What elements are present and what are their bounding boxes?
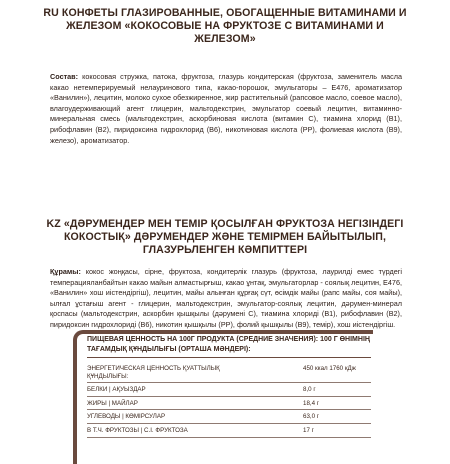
side-small-print [422, 396, 444, 448]
nutrition-row-name: ЭНЕРГЕТИЧЕСКАЯ ЦЕННОСТЬ ҚУАТТЫЛЫҚ ҚҰНДЫЛЫҒЫ: [87, 365, 220, 380]
nutrition-row-value: 18,4 г [303, 399, 320, 407]
ru-composition [50, 72, 402, 146]
kz-composition-label: Құрамы: [50, 267, 81, 276]
nutrition-header: ПИЩЕВАЯ ЦЕННОСТЬ НА 100Г ПРОДУКТА (СРЕДНИЕ ЗНАЧЕНИЯ): 100 Г ӨНІМНІҢ ТАҒАМДЫҚ ҚҰНДЫЛЫҒЫ (ОРТАША МӘНДЕРІ): [87, 336, 370, 353]
nutrition-table [87, 362, 371, 438]
ru-composition-label: Состав: [50, 72, 79, 81]
nutrition-row-name: УГЛЕВОДЫ | КӨМІРСУЛАР [87, 413, 166, 421]
nutrition-row-name: В Т.Ч. ФРУКТОЗЫ | С.І. ФРУКТОЗА [87, 426, 188, 434]
nutrition-row-name: ЖИРЫ | МАЙЛАР [87, 399, 138, 407]
nutrition-row-energy [87, 362, 371, 383]
kz-product-title: KZ «ДӘРУМЕНДЕР МЕН ТЕМІР ҚОСЫЛҒАН ФРУКТОЗА НЕГІЗІНДЕГІ КОКОСТЫҚ» ДӘРУМЕНДЕР ЖӘНЕ ТЕМІРМЕН БАЙЫТЫЛЫП, ГЛАЗУРЬЛЕНГЕН КӘМПИТТЕРІ [46, 218, 404, 256]
nutrition-row-carbs [87, 410, 371, 424]
nutrition-row-protein [87, 383, 371, 397]
ru-composition-text: кокосовая стружка, патока, фруктоза, глазурь кондитерская (фруктоза, заменитель масла какао нетемперируемый нелауринового типа, какао-порошок, эмульгаторы – E476, ароматизатор «Ванилин»), лецитин, молоко сухое обезжиренное, жир растительный (рапсовое масло, соевое масло), влагоудерживающий агент глицерин, мальтодекстрин, эмульгатор соевый лецитин, витаминно-минеральная смесь (мальтодекстрин, аскорбиновая кислота (витамин С), тиамина хлорид (В1), рибофлавин (В2), пиридоксина гидрохлорид (В6), никотиновая кислота (РР), фолиевая кислота (В9), железо), ароматизатор. [50, 72, 402, 145]
nutrition-row-fructose [87, 424, 371, 438]
nutrition-row-value: 17 г [303, 426, 314, 434]
nutrition-row-value: 450 ккал 1760 кДж [303, 365, 356, 372]
nutrition-header-divider [87, 357, 371, 358]
nutrition-row-value: 8,0 г [303, 386, 316, 394]
kz-composition-text: кокос жоңқасы, сірне, фруктоза, кондитерлік глазурь (фруктоза, лаурилді емес түрдегі темперацияланбайтын какао майын алмастырғыш, какао ұнтақ, эмульгаторлар - соялық лецитин, Е476, «Ванилин» хош иістендіргіш), лецитин, майы алынған құрғақ сүт, өсімдік майы (рапс майы, соя майы), ылғал ұстағыш агент - глицерин, мальтодекстрин, эмульгатор-соялық лецитин, дәрумен-минерал қоспасы (мальтодекстрин, аскорбин қышқылы (дәрумені С), тиамина хлориді (В1), рибофлавин (В2), пиридоксин гидрохлориді (В6), никотин қышқылы (РР), фолий қышқылы (В9), темір), хош иістендіргіш. [50, 267, 402, 329]
ru-product-title: RU КОНФЕТЫ ГЛАЗИРОВАННЫЕ, ОБОГАЩЕННЫЕ ВИТАМИНАМИ И ЖЕЛЕЗОМ «КОКОСОВЫЕ НА ФРУКТОЗЕ С ВИТАМИНАМИ И ЖЕЛЕЗОМ» [43, 7, 407, 45]
nutrition-panel [73, 330, 373, 464]
nutrition-row-name: БЕЛКИ | АҚУЫЗДАР [87, 386, 146, 394]
kz-composition [50, 267, 402, 331]
nutrition-row-fat [87, 397, 371, 411]
nutrition-row-value: 63,0 г [303, 413, 320, 421]
